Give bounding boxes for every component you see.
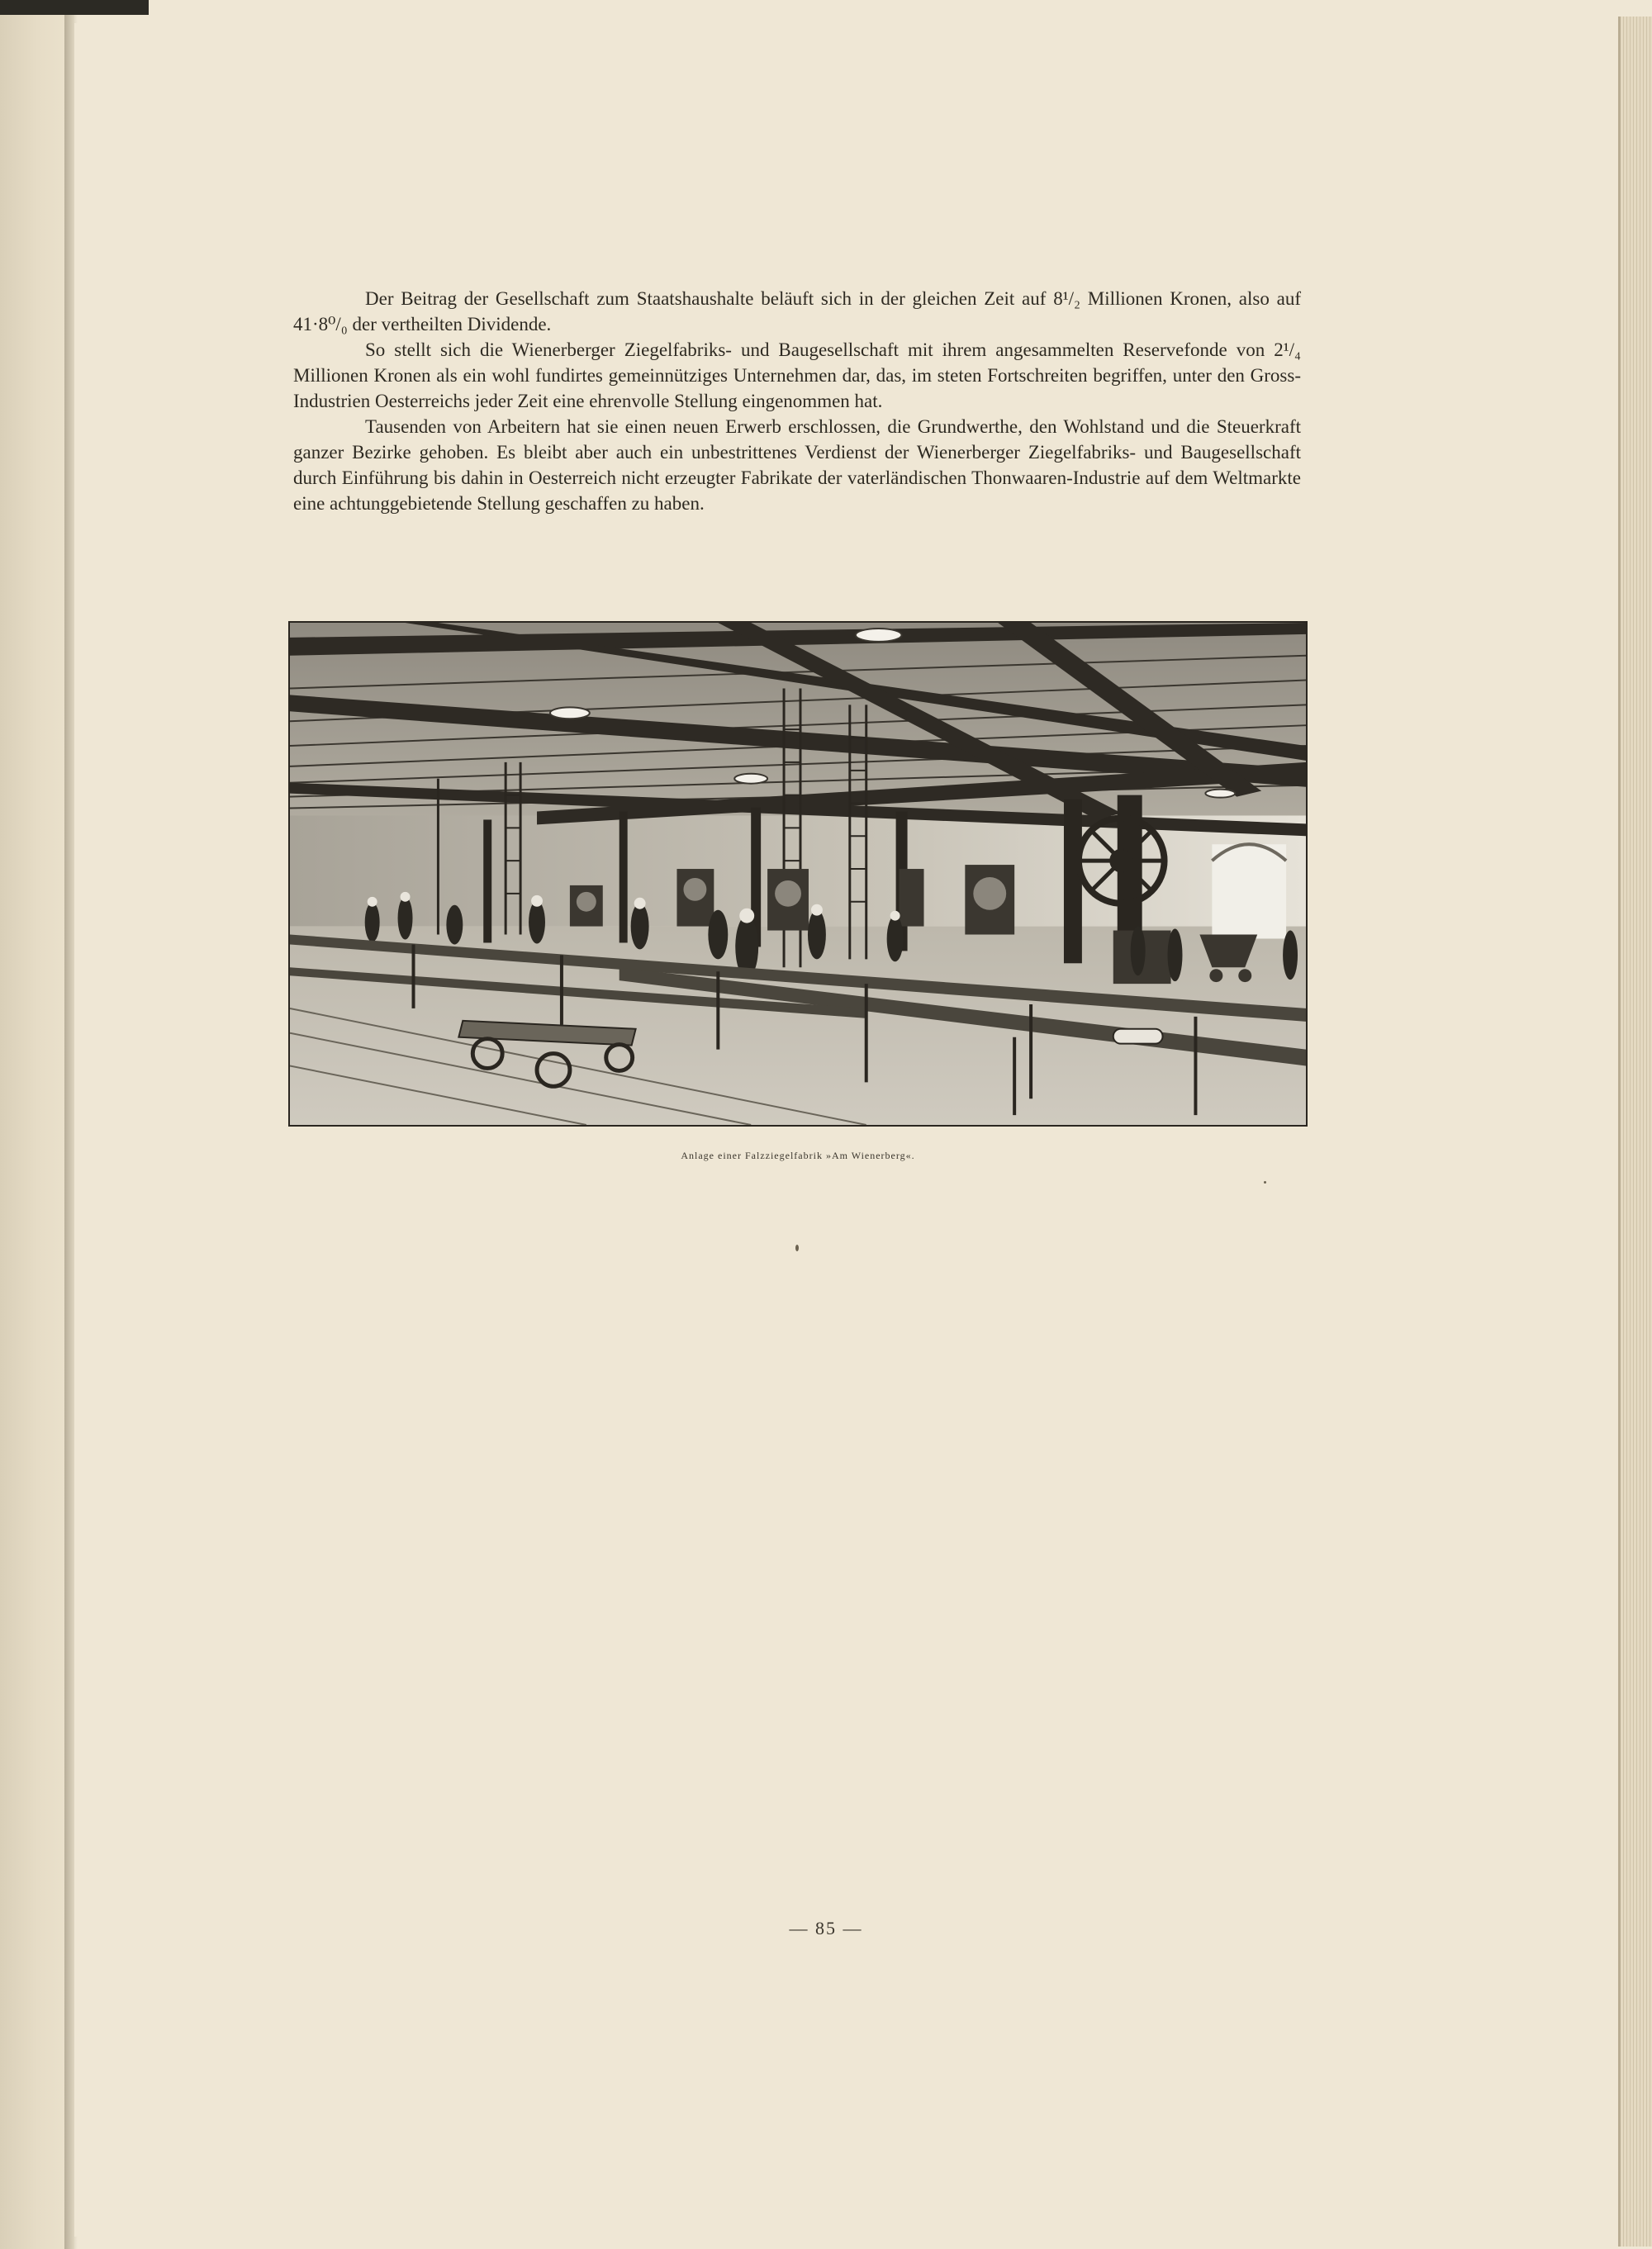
paper-speck — [1264, 1181, 1266, 1184]
scan-border-strip — [0, 0, 149, 15]
paragraph-3: Tausenden von Arbeitern hat sie einen neuen Erwerb erschlossen, die Grundwerthe, den Wohlstand und die Steuerkraft ganzer Bezirke gehoben. Es bleibt aber auch ein unbestrittenes Verdienst der Wienerberger Ziegelfabriks- und Baugesellschaft durch Einführung bis dahin in Oesterreich nicht erzeugter Fabrikate der vaterländischen Thonwaaren-Industrie auf dem Weltmarkte eine achtunggebietende Stellung geschaffen zu haben. — [293, 416, 1301, 514]
illustration-caption: Anlage einer Falzziegelfabrik »Am Wienerberg«. — [681, 1150, 915, 1161]
paragraph-2: So stellt sich die Wienerberger Ziegelfabriks- und Baugesellschaft mit ihrem angesammelten Reservefonde von 2¹/₄ Millionen Kronen als ein wohl fundirtes gemeinnütziges Unternehmen dar, das, im steten Fortschreiten begriffen, unter den Gross-Industrien Oesterreichs jeder Zeit eine ehrenvolle Stellung eingenommen hat. — [293, 339, 1301, 411]
factory-illustration — [288, 621, 1308, 1127]
factory-interior-engraving — [290, 623, 1306, 1125]
gear-wheel — [1079, 818, 1165, 903]
stacked-page-edges — [1621, 17, 1652, 2247]
page-number: — 85 — — [789, 1918, 863, 1938]
doorway — [1212, 844, 1286, 938]
paper-speck — [795, 1245, 799, 1251]
left-page-edge — [0, 0, 74, 2249]
body-text — [293, 286, 1301, 516]
floor-roll — [1113, 1029, 1163, 1044]
paragraph-1: Der Beitrag der Gesellschaft zum Staatshaushalte beläuft sich in der gleichen Zeit auf 8¹/₂ Millionen Kronen, also auf 41·8⁰/₀ der vertheilten Dividende. — [293, 288, 1301, 335]
